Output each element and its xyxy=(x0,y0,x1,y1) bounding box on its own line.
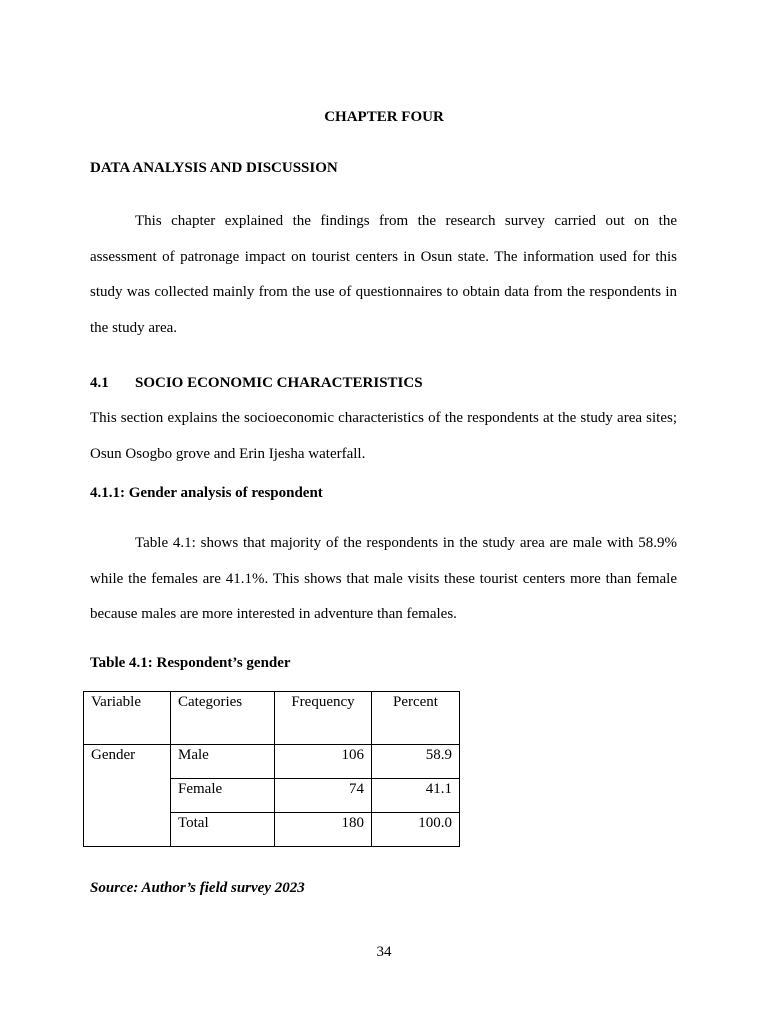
source-note: Source: Author’s field survey 2023 xyxy=(90,880,305,896)
variable-cell: Gender xyxy=(84,745,171,847)
category-cell: Total xyxy=(171,813,275,847)
section-4-1-number: 4.1 xyxy=(90,375,109,391)
percent-cell: 100.0 xyxy=(372,813,460,847)
table-caption: Table 4.1: Respondent’s gender xyxy=(90,655,291,671)
section-4-1-1-paragraph: Table 4.1: shows that majority of the respondents in the study area are male with 58.9% while the females are 41.1%. This shows that male visits these tourist centers more than female because males are more interested in adventure than females. xyxy=(90,535,677,623)
percent-cell: 58.9 xyxy=(372,745,460,779)
frequency-cell: 180 xyxy=(275,813,372,847)
header-categories: Categories xyxy=(171,692,275,745)
section-title: DATA ANALYSIS AND DISCUSSION xyxy=(90,160,338,176)
section-4-1-paragraph: This section explains the socioeconomic characteristics of the respondents at the study area sites; Osun Osogbo grove and Erin Ijesha waterfall. xyxy=(90,410,677,462)
frequency-cell: 74 xyxy=(275,779,372,813)
table-row xyxy=(84,745,460,779)
header-variable: Variable xyxy=(84,692,171,745)
section-4-1-title: SOCIO ECONOMIC CHARACTERISTICS xyxy=(135,375,423,391)
frequency-cell: 106 xyxy=(275,745,372,779)
category-cell: Male xyxy=(171,745,275,779)
chapter-title: CHAPTER FOUR xyxy=(324,109,444,125)
page-number: 34 xyxy=(376,944,392,960)
section-4-1-heading xyxy=(90,375,423,392)
header-percent: Percent xyxy=(372,692,460,745)
header-frequency: Frequency xyxy=(275,692,372,745)
gender-table xyxy=(83,691,460,847)
category-cell: Female xyxy=(171,779,275,813)
section-4-1-1-heading: 4.1.1: Gender analysis of respondent xyxy=(90,485,323,501)
intro-paragraph: This chapter explained the findings from the research survey carried out on the assessment of patronage impact on tourist centers in Osun state. The information used for this study was collected mainly from the use of questionnaires to obtain data from the respondents in the study area. xyxy=(90,213,677,337)
table-header-row xyxy=(84,692,460,745)
percent-cell: 41.1 xyxy=(372,779,460,813)
